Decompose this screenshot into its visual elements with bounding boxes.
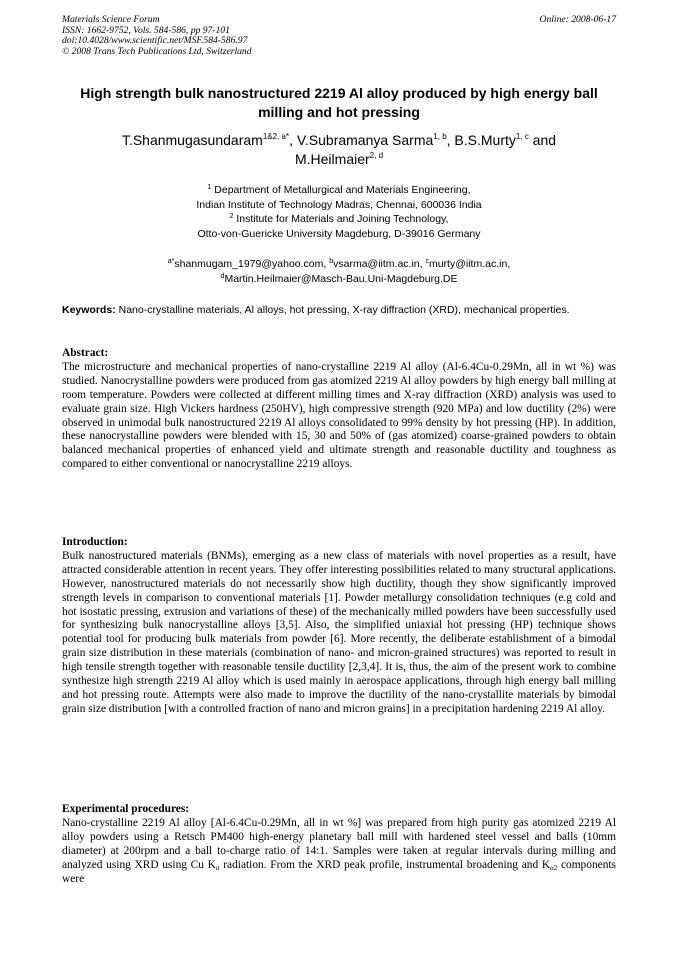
author-affiliation-mark: 1, b <box>433 132 447 141</box>
journal-header <box>62 15 616 57</box>
affiliation-mark: 2 <box>229 213 234 220</box>
experimental-section <box>62 803 616 886</box>
email-line-1 <box>62 257 616 272</box>
abstract-section <box>62 347 616 472</box>
introduction-section <box>62 536 616 717</box>
abstract-text: The microstructure and mechanical properties of nano-crystalline 2219 Al alloy (Al-6.4Cu-0.29Mn, all in wt %) was studied. Nanocrystalline powders were produced from gas atomized 2219 Al alloy powders by high energy ball milling at room temperature. Powders were collected at different milling times and X-ray diffraction (XRD) analysis was used to evaluate grain size. High Vickers hardness (250HV), high compressive strength (920 MPa) and low ductility (2%) were observed in unimodal bulk nanostructured 2219 Al alloys consolidated to 99% density by hot pressing (HP). In addition, these nanocrystalline powders were blended with 15, 30 and 50% of (gas atomized) coarse-grained powders to obtain balanced mechanical properties of enhanced yield and ultimate strength and reasonable ductility and toughness as compared to either conventional or nanocrystalline 2219 alloys. <box>62 360 617 471</box>
keywords <box>62 303 616 317</box>
experimental-text-part: Nano-crystalline 2219 Al alloy [Al-6.4Cu-0.29Mn, all in wt %] was prepared from high purity gas atomized 2219 Al alloy powders using a Retsch PM400 high-energy planetary ball mill with hardened steel vessel and balls (10mm diameter) at 200rpm and a ball to-charge ratio of 14:1. Samples were taken at regular intervals during milling and analyzed using XRD using Cu K <box>62 816 616 871</box>
author-name: M.Heilmaier <box>294 151 370 167</box>
author-affiliation-mark: 2, d <box>369 151 384 160</box>
author-separator: , <box>446 132 455 148</box>
issn-line: ISSN: 1662-9752, Vols. 584-586, pp 97-101 <box>62 24 230 36</box>
online-date: Online: 2008-06-17 <box>539 14 616 25</box>
affiliation-2-line-1 <box>62 212 616 227</box>
affiliation-text: Department of Metallurgical and Materials Engineering, <box>211 184 471 196</box>
paper-title: High strength bulk nanostructured 2219 Al alloy produced by high energy ball milling and hot pressing <box>80 85 598 120</box>
experimental-text-part: radiation. From the XRD peak profile, instrumental broadening and K <box>219 858 551 871</box>
affiliation-text: Institute for Materials and Joining Technology, <box>233 213 449 225</box>
author-separator: and <box>528 132 557 148</box>
author-name: T.Shanmugasundaram <box>121 132 263 148</box>
affiliation-1-line-1 <box>62 183 616 198</box>
keywords-text: Nano-crystalline materials, Al alloys, hot pressing, X-ray diffraction (XRD), mechanical properties. <box>115 304 570 316</box>
author-name: B.S.Murty <box>454 132 516 148</box>
doi-line: doi:10.4028/www.scientific.net/MSF.584-586.97 <box>62 35 248 47</box>
email-link[interactable]: murty@iitm.ac.in, <box>428 258 511 270</box>
experimental-text <box>62 817 616 887</box>
introduction-heading: Introduction: <box>62 536 128 548</box>
email-line-2 <box>62 272 616 287</box>
email-link[interactable]: shanmugam_1979@yahoo.com, <box>174 258 330 270</box>
author-name: V.Subramanya Sarma <box>296 132 434 148</box>
abstract-heading: Abstract: <box>62 347 109 359</box>
author-emails <box>62 257 616 286</box>
keywords-label: Keywords: <box>62 304 116 316</box>
experimental-text-part: components were <box>62 858 616 885</box>
copyright-line: © 2008 Trans Tech Publications Ltd, Switzerland <box>62 45 252 57</box>
affiliations <box>62 183 616 241</box>
author-list <box>62 131 616 169</box>
affiliation-mark: 1 <box>207 184 212 191</box>
k-alpha2-subscript: α2 <box>550 863 558 872</box>
journal-name: Materials Science Forum <box>62 14 160 25</box>
k-alpha-subscript: α <box>215 863 220 872</box>
email-mark: c <box>425 258 429 265</box>
affiliation-1-line-2: Indian Institute of Technology Madras, Chennai, 600036 India <box>196 198 482 211</box>
author-affiliation-mark: 1, c <box>515 132 529 141</box>
affiliation-2-line-2: Otto-von-Guericke University Magdeburg, D-39016 Germany <box>197 227 481 240</box>
author-affiliation-mark: 1&2, a* <box>262 132 290 141</box>
email-link[interactable]: Martin.Heilmaier@Masch-Bau.Uni-Magdeburg.DE <box>224 272 458 285</box>
email-mark: a* <box>167 258 175 265</box>
author-separator: , <box>289 132 297 148</box>
experimental-heading: Experimental procedures: <box>62 803 190 815</box>
email-link[interactable]: vsarma@iitm.ac.in, <box>333 258 426 270</box>
email-mark: d <box>220 272 225 280</box>
email-mark: b <box>329 258 334 265</box>
introduction-text: Bulk nanostructured materials (BNMs), emerging as a new class of materials with novel properties as a result, have attracted considerable attention in recent years. They offer interesting possibilities related to many structural applications. However, nanostructured materials do not necessarily show high ductility, though they show significantly improved strength levels in comparison to conventional materials [1]. Powder metallurgy consolidation techniques (e.g cold and hot isostatic pressing, extrusion and variations of these) of the mechanically milled powders have been successfully used for synthesizing bulk nanocrystalline alloys [3,5]. Also, the simplified uniaxial hot pressing (HP) technique shows potential tool for producing bulk materials from powder [6]. More recently, the deliberate establishment of a bimodal grain size distribution in these materials (combination of nano- and micron-grained structures) was reported to result in high tensile strength together with reasonable tensile ductility [2,3,4]. It is, thus, the aim of the present work to combine synthesize high strength 2219 Al alloy which is used mainly in aerospace applications, through high energy ball milling and hot pressing route. Attempts were also made to improve the ductility of the nano-crystallite materials by bimodal grain size distribution [with a controlled fraction of nano and micron grains] in a precipitation hardening 2219 Al alloy. <box>62 549 616 715</box>
